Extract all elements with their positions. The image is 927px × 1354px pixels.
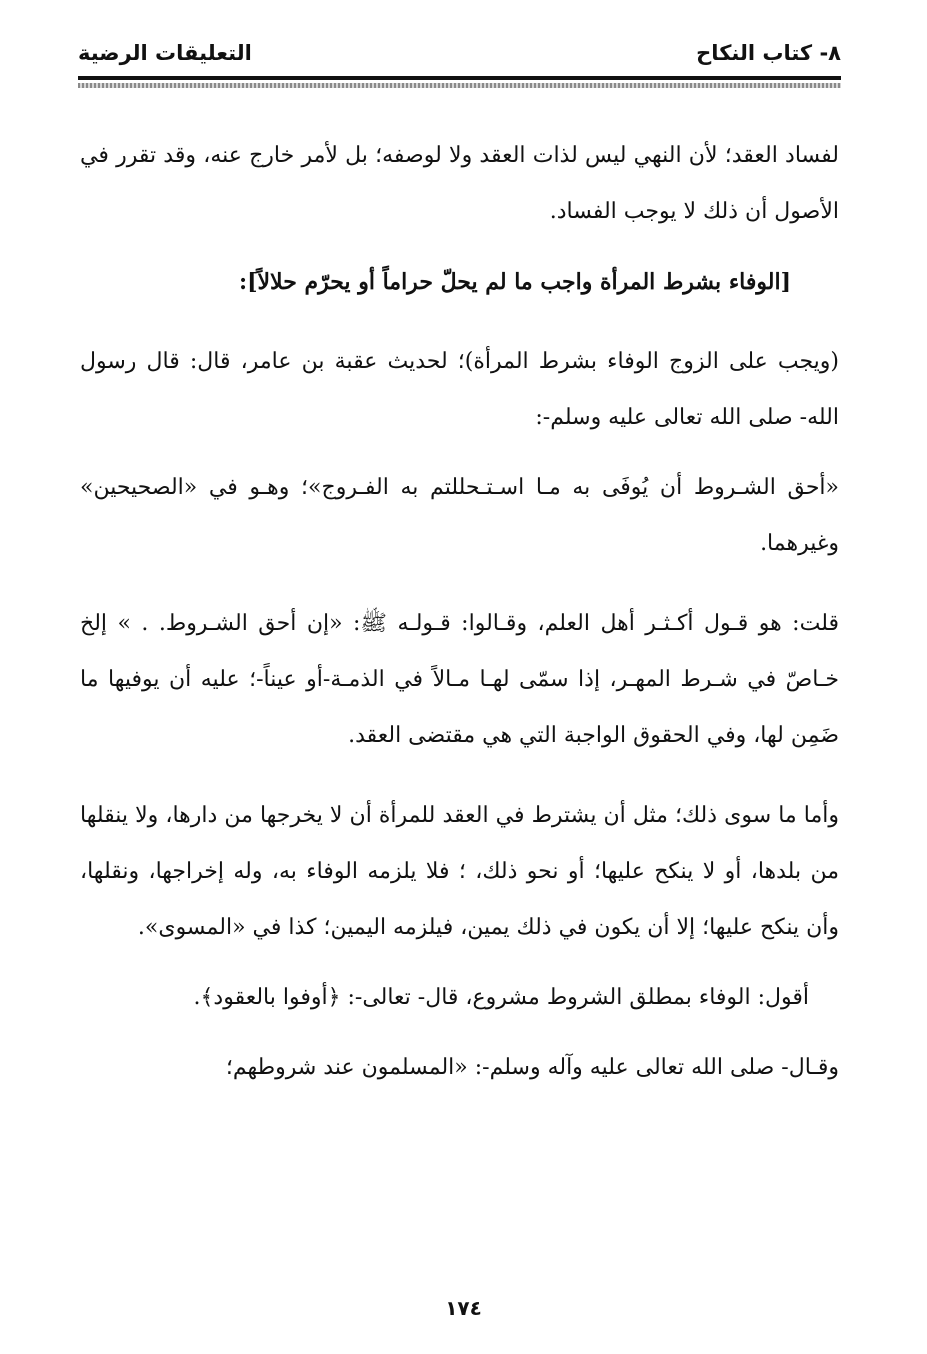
running-header xyxy=(78,38,841,72)
section-heading: [الوفاء بشرط المرأة واجب ما لم يحلّ حراماً أو يحرّم حلالاً]: xyxy=(238,269,791,295)
page-number: ١٧٤ xyxy=(445,1296,482,1320)
header-rule xyxy=(78,76,841,80)
paragraph-other-conditions: وأما ما سوى ذلك؛ مثل أن يشترط في العقد للمرأة أن لا يخرجها من دارها، ولا ينقلها من بلدها، أو لا ينكح عليها؛ أو نحو ذلك، ؛ فلا يلزمه الوفاء به، وله إخراجها، ونقلها، وأن ينكح عليها؛ إلا أن يكون في ذلك يمين، فيلزمه اليمين؛ كذا في «المسوى». xyxy=(80,803,839,940)
paragraph-hadith: «أحق الشـروط أن يُوفَى به مـا اسـتـحللتم به الفـروج»؛ وهـو في «الصحيحين» وغيرهما. xyxy=(80,475,839,556)
book-title: التعليقات الرضية xyxy=(78,41,252,65)
paragraph-commentary: قلت: هو قـول أكـثـر أهل العلم، وقـالوا: قـولـه ﷺ: «إن أحق الشـروط. . » إلخ خـاصّ في شـرط المهـر، إذا سمّى لهـا مـالاً في الذمـة-أو عيناً-؛ عليه أن يوفيها ما ضَمِن لها، وفي الحقوق الواجبة التي هي مقتضى العقد. xyxy=(80,611,839,748)
paragraph-matn: (ويجب على الزوج الوفاء بشرط المرأة)؛ لحديث عقبة بن عامر، قال: قال رسول الله- صلى الله تعالى عليه وسلم-: xyxy=(80,349,839,430)
page-body xyxy=(80,128,839,1096)
paragraph-continuation: لفساد العقد؛ لأن النهي ليس لذات العقد ولا لوصفه؛ بل لأمر خارج عنه، وقد تقرر في الأصول أن ذلك لا يوجب الفساد. xyxy=(80,143,839,224)
paragraph-opinion: أقول: الوفاء بمطلق الشروط مشروع، قال- تعالى-: ﴿أوفوا بالعقود﴾. xyxy=(193,985,809,1010)
paragraph-hadith-muslims: وقـال- صلى الله تعالى عليه وآله وسلم-: «المسلمون عند شروطهم؛ xyxy=(225,1055,839,1080)
chapter-title: ٨- كتاب النكاح xyxy=(696,41,841,65)
header-dotted-rule xyxy=(78,83,841,88)
